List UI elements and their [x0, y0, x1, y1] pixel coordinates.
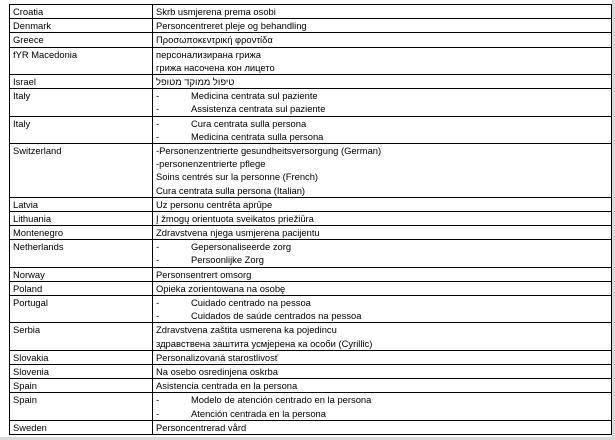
table-row — [10, 226, 612, 240]
table-row — [10, 420, 612, 434]
term-cell — [153, 47, 612, 74]
country-cell: Montenegro — [10, 226, 153, 240]
term-line — [156, 351, 608, 364]
bullet-dash: - — [156, 297, 160, 309]
term-line — [156, 296, 608, 309]
bullet-dash: - — [156, 130, 160, 142]
country-cell: Sweden — [10, 420, 153, 434]
term-cell — [153, 267, 612, 281]
table-row — [10, 19, 612, 33]
bullet-dash: - — [156, 241, 160, 253]
term-line — [156, 89, 608, 102]
term-text: Medicina centrata sulla persona — [191, 130, 324, 142]
term-text: персонализирана грижа — [156, 48, 261, 60]
term-line — [156, 198, 608, 211]
term-text: Persoonlijke Zorg — [191, 254, 264, 266]
term-text: Gepersonaliseerde zorg — [191, 241, 292, 253]
term-text: Zdravstvena njega usmjerena pacijentu — [156, 227, 320, 239]
term-line — [156, 379, 608, 392]
table-row — [10, 365, 612, 379]
term-line — [156, 365, 608, 378]
term-line — [156, 212, 608, 225]
term-text: Personcentrerad vård — [156, 421, 247, 433]
country-cell: Slovakia — [10, 350, 153, 364]
term-line — [156, 75, 608, 88]
term-cell — [153, 226, 612, 240]
term-text: Uz personu centrēta aprūpe — [156, 198, 273, 210]
country-cell: Croatia — [10, 5, 153, 19]
terms-table — [9, 4, 612, 435]
term-text: טיפול ממוקד מטופל — [156, 75, 235, 87]
term-text: Opieka zorientowana na osobę — [156, 282, 286, 294]
term-cell — [153, 420, 612, 434]
table-row — [10, 379, 612, 393]
table-row — [10, 33, 612, 47]
table-row — [10, 323, 612, 350]
country-cell: Serbia — [10, 323, 153, 350]
table-row — [10, 281, 612, 295]
term-text: Προσωποκεντρική φροντίδα — [156, 34, 273, 46]
table-row — [10, 5, 612, 19]
term-cell — [153, 89, 612, 116]
country-cell: fYR Macedonia — [10, 47, 153, 74]
term-text: здравствена заштита усмјерена ка особи (Cyrillic) — [156, 337, 373, 349]
term-cell — [153, 19, 612, 33]
table-row — [10, 74, 612, 88]
terms-table-body — [10, 5, 612, 435]
table-row — [10, 47, 612, 74]
term-line — [156, 407, 608, 420]
term-text: Assistenza centrata sul paziente — [191, 103, 326, 115]
term-line — [156, 157, 608, 170]
term-text: грижа насочена кон лицето — [156, 61, 275, 73]
country-cell: Lithuania — [10, 211, 153, 225]
country-cell: Netherlands — [10, 240, 153, 267]
term-line — [156, 226, 608, 239]
term-cell — [153, 281, 612, 295]
bullet-dash: - — [156, 310, 160, 322]
table-row — [10, 393, 612, 420]
term-cell — [153, 296, 612, 323]
term-line — [156, 170, 608, 183]
term-cell — [153, 240, 612, 267]
term-line — [156, 61, 608, 74]
term-line — [156, 48, 608, 61]
table-row — [10, 296, 612, 323]
term-text: Skrb usmjerena prema osobi — [156, 6, 276, 17]
country-cell: Denmark — [10, 19, 153, 33]
table-row — [10, 143, 612, 197]
term-text: Cuidados de saúde centrados na pessoa — [191, 310, 362, 322]
term-cell — [153, 379, 612, 393]
term-line — [156, 421, 608, 434]
country-cell: Spain — [10, 379, 153, 393]
term-line — [156, 282, 608, 295]
term-text: Zdravstvena zaštita usmerena ka pojedincu — [156, 324, 337, 336]
term-text: Personalizovaná starostlivosť — [156, 351, 279, 363]
term-line — [156, 184, 608, 197]
country-cell: Italy — [10, 89, 153, 116]
term-line — [156, 253, 608, 266]
term-line — [156, 5, 608, 18]
term-line — [156, 33, 608, 46]
bullet-dash: - — [156, 103, 160, 115]
term-line — [156, 337, 608, 350]
country-cell: Norway — [10, 267, 153, 281]
term-text: Cuidado centrado na pessoa — [191, 297, 311, 309]
table-row — [10, 89, 612, 116]
term-cell — [153, 5, 612, 19]
term-cell — [153, 323, 612, 350]
country-cell: Greece — [10, 33, 153, 47]
country-cell: Slovenia — [10, 365, 153, 379]
bullet-dash: - — [156, 407, 160, 419]
country-cell: Switzerland — [10, 143, 153, 197]
term-cell — [153, 143, 612, 197]
country-cell: Poland — [10, 281, 153, 295]
table-row — [10, 267, 612, 281]
term-line — [156, 393, 608, 406]
term-cell — [153, 211, 612, 225]
term-text: Modelo de atención centrado en la persona — [191, 394, 372, 406]
term-cell — [153, 350, 612, 364]
table-row — [10, 211, 612, 225]
country-cell: Portugal — [10, 296, 153, 323]
bullet-dash: - — [156, 90, 160, 102]
term-cell — [153, 365, 612, 379]
bullet-dash: - — [156, 254, 160, 266]
term-line — [156, 130, 608, 143]
term-text: Na osebo osredinjena oskrba — [156, 366, 278, 378]
term-text: Į žmogų orientuota sveikatos priežiūra — [156, 212, 314, 224]
term-cell — [153, 393, 612, 420]
term-text: Personsentrert omsorg — [156, 268, 252, 280]
term-text: -personenzentrierte pflege — [156, 158, 266, 170]
term-text: Cura centrata sulla persona — [191, 117, 307, 129]
bullet-dash: - — [156, 117, 160, 129]
term-text: -Personenzentrierte gesundheitsversorgung (German) — [156, 144, 382, 156]
bullet-dash: - — [156, 394, 160, 406]
term-text: Medicina centrata sul paziente — [191, 90, 318, 102]
table-row — [10, 350, 612, 364]
table-row — [10, 197, 612, 211]
term-text: Soins centrés sur la personne (French) — [156, 171, 319, 183]
country-cell: Spain — [10, 393, 153, 420]
term-line — [156, 323, 608, 336]
term-line — [156, 309, 608, 322]
country-cell: Italy — [10, 116, 153, 143]
term-cell — [153, 74, 612, 88]
term-text: Personcentreret pleje og behandling — [156, 20, 307, 32]
country-cell: Israel — [10, 74, 153, 88]
term-cell — [153, 33, 612, 47]
term-line — [156, 144, 608, 157]
term-text: Asistencia centrada en la persona — [156, 380, 298, 392]
table-row — [10, 240, 612, 267]
term-line — [156, 102, 608, 115]
term-line — [156, 19, 608, 32]
term-text: Cura centrata sulla persona (Italian) — [156, 184, 306, 196]
term-cell — [153, 197, 612, 211]
term-cell — [153, 116, 612, 143]
term-line — [156, 240, 608, 253]
term-line — [156, 268, 608, 281]
term-line — [156, 117, 608, 130]
country-cell: Latvia — [10, 197, 153, 211]
term-text: Atención centrada en la persona — [191, 407, 326, 419]
table-row — [10, 116, 612, 143]
